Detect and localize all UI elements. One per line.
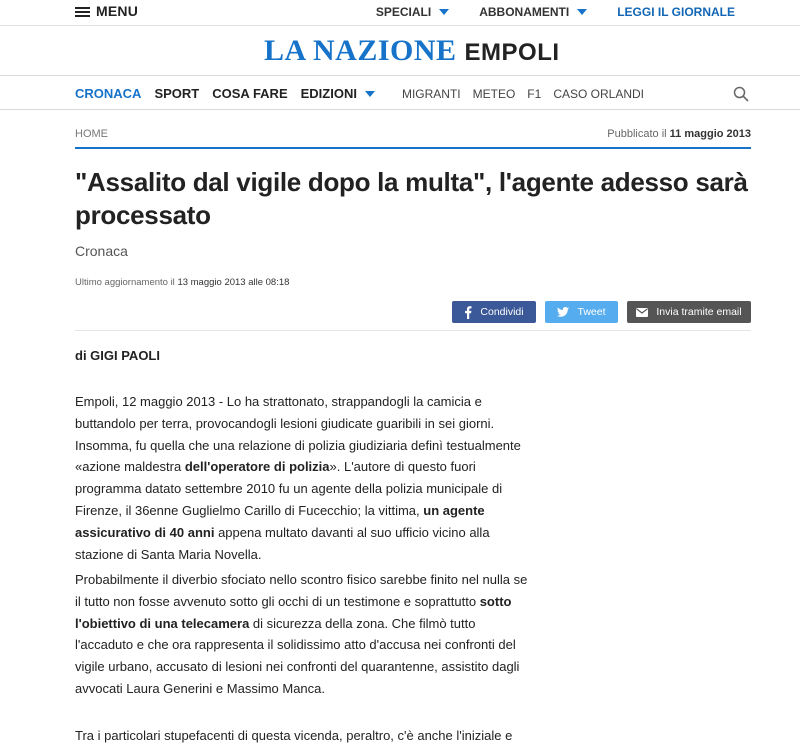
paragraph-text: ». L'autore di questo fuori programma datato settembre 2010 fu un agente della polizia municipale di Firenze, il 36enne Guglielmo Carillo di Fucecchio; la vittima, bbox=[75, 459, 503, 518]
share-facebook-label: Condividi bbox=[480, 306, 524, 318]
abbonamenti-label: ABBONAMENTI bbox=[479, 5, 570, 19]
paragraph-text: Probabilmente il diverbio sfociato nello scontro fisico sarebbe finito nel nulla se il tutto non fosse avvenuto sotto gli occhi di un testimone e soprattutto bbox=[75, 572, 528, 609]
divider bbox=[75, 330, 751, 331]
article-section[interactable]: Cronaca bbox=[75, 243, 128, 259]
logo-main: LA NAZIONE bbox=[264, 34, 457, 67]
breadcrumb[interactable]: HOME bbox=[75, 128, 108, 140]
nav-item-migranti[interactable]: MIGRANTI bbox=[401, 86, 461, 101]
paragraph-text: appena multato davanti al suo ufficio vicino alla stazione di Santa Maria Novella. bbox=[75, 524, 490, 562]
nav-item-cosa-fare[interactable]: COSA FARE bbox=[212, 86, 288, 101]
leggi-il-giornale-link[interactable] bbox=[617, 5, 735, 19]
article-paragraph bbox=[75, 391, 535, 565]
updated-prefix: Ultimo aggiornamento il bbox=[75, 277, 175, 288]
paragraph-bold-text: un agente assicurativo di 40 anni bbox=[75, 502, 485, 540]
nav-item-sport[interactable]: SPORT bbox=[154, 86, 200, 101]
share-email-button[interactable] bbox=[627, 301, 751, 323]
logo-city: EMPOLI bbox=[464, 39, 560, 66]
breadcrumb-row bbox=[75, 128, 751, 149]
nav-item-edizioni-label: EDIZIONI bbox=[300, 86, 357, 101]
article-paragraph bbox=[75, 569, 535, 700]
updated-date-value: 13 maggio 2013 alle 08:18 bbox=[177, 277, 290, 288]
article-paragraph bbox=[75, 725, 535, 747]
speciali-label: SPECIALI bbox=[375, 5, 432, 19]
nav-item-edizioni[interactable] bbox=[301, 86, 375, 101]
nav-item-caso-orlandi[interactable]: CASO ORLANDI bbox=[553, 86, 644, 101]
nav-item-cronaca[interactable]: CRONACA bbox=[75, 86, 142, 101]
nav-item-f1[interactable]: F1 bbox=[527, 86, 542, 101]
site-logo[interactable] bbox=[264, 34, 560, 68]
paragraph-text: Tra i particolari stupefacenti di questa vicenda, peraltro, c'è anche l'iniziale e bbox=[75, 728, 513, 743]
share-facebook-button[interactable] bbox=[452, 301, 536, 323]
last-updated bbox=[75, 277, 289, 288]
chevron-down-icon bbox=[439, 9, 449, 15]
share-email-label: Invia tramite email bbox=[656, 306, 742, 318]
chevron-down-icon bbox=[577, 9, 587, 15]
top-links bbox=[346, 5, 735, 19]
nav-item-meteo[interactable]: METEO bbox=[472, 86, 516, 101]
paragraph-bold-text: dell'operatore di polizia bbox=[184, 459, 330, 475]
share-twitter-label: Tweet bbox=[577, 306, 606, 318]
menu-button[interactable] bbox=[75, 3, 138, 19]
published-date-value: 11 maggio 2013 bbox=[669, 128, 751, 140]
menu-label: MENU bbox=[96, 3, 139, 19]
paragraph-text: di sicurezza della zona. Che filmò tutto l'accaduto e che ora rappresenta il solidissimo atto d'accusa nei confronti del vigile urbano, accusato di lesioni nei confronti del quarantenne, assistito dagli avvocati Laura Generini e Massimo Manca. bbox=[75, 615, 520, 696]
speciali-link[interactable] bbox=[376, 5, 449, 19]
masthead bbox=[0, 26, 800, 76]
facebook-icon bbox=[464, 306, 472, 319]
search-icon[interactable] bbox=[733, 86, 749, 102]
chevron-down-icon bbox=[365, 91, 375, 97]
published-date bbox=[607, 128, 751, 140]
share-twitter-button[interactable] bbox=[545, 301, 618, 323]
abbonamenti-link[interactable] bbox=[479, 5, 587, 19]
paragraph-text: Empoli, 12 maggio 2013 - Lo ha strattonato, strappandogli la camicia e buttandolo per terra, provocandogli lesioni giudicate guaribili in sei giorni. Insomma, fu quella che una relazione di polizia giudiziaria definì testualmente «azione maldestra bbox=[75, 394, 521, 475]
article-title: "Assalito dal vigile dopo la multa", l'agente adesso sarà processato bbox=[75, 167, 748, 230]
leggi-il-giornale-label: LEGGI IL GIORNALE bbox=[617, 5, 735, 19]
paragraph-bold-text: sotto l'obiettivo di una telecamera bbox=[75, 593, 512, 631]
envelope-icon bbox=[636, 308, 648, 317]
hamburger-icon bbox=[75, 6, 90, 17]
top-bar bbox=[0, 0, 800, 26]
published-prefix: Pubblicato il bbox=[607, 128, 667, 140]
twitter-icon bbox=[557, 307, 569, 317]
article-author: di GIGI PAOLI bbox=[75, 348, 160, 363]
main-nav bbox=[0, 77, 800, 110]
